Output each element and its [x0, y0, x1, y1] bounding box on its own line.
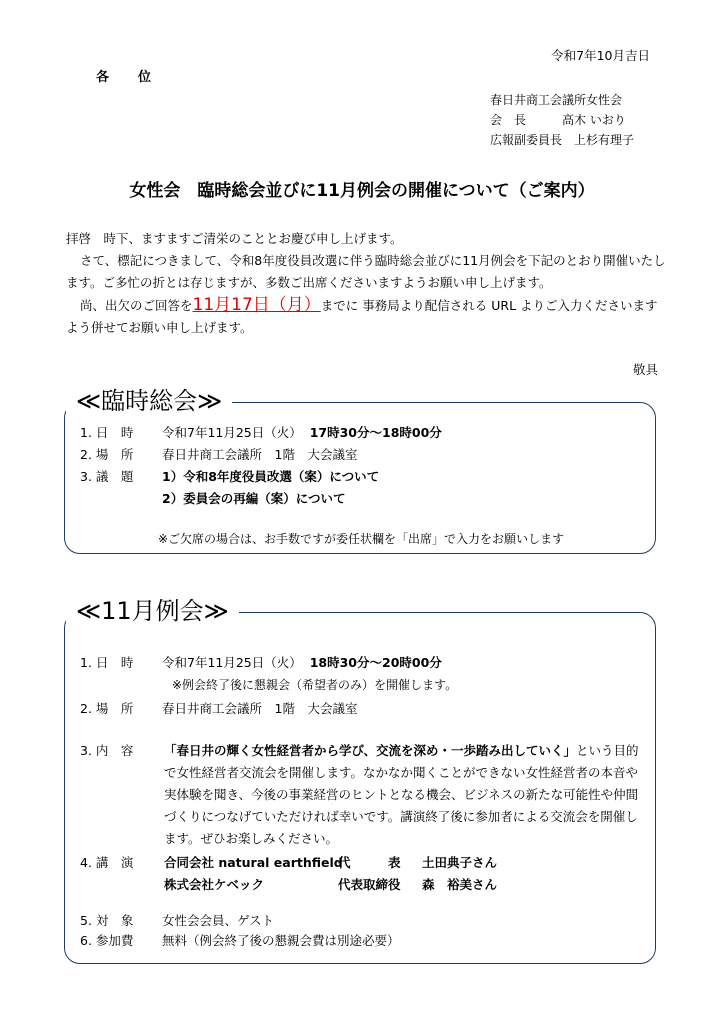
- issue-date: 令和7年10月吉日: [551, 48, 650, 63]
- p2-after: までに 事務局より配信される URL よりご入力くださいますよう併せてお願い申し上げます。: [66, 298, 658, 335]
- meeting-date: 令和7年11月25日（火）: [162, 425, 302, 440]
- regular-date: 令和7年11月25日（火）: [162, 655, 302, 670]
- regular-place-row: [80, 698, 357, 720]
- regular-place-label: 2. 場 所: [80, 701, 134, 716]
- speaker-2-name: 森 裕美さん: [422, 877, 498, 892]
- speaker-1-role: 代 表: [338, 855, 401, 870]
- regular-place: 春日井商工会議所 1階 大会議室: [162, 701, 358, 716]
- meeting-title: ≪臨時総会≫: [66, 386, 232, 416]
- sender-block: [490, 90, 634, 150]
- greeting: 拝啓 時下、ますますご清栄のこととお慶び申し上げます。: [66, 231, 403, 246]
- meeting-time: 17時30分～18時00分: [309, 425, 442, 440]
- regular-date-note: ※例会終了後に懇親会（希望者のみ）を開催します。: [172, 678, 458, 692]
- regular-target-label: 5. 対 象: [80, 913, 134, 928]
- paragraph-1: さて、標記につきまして、令和8年度役員改選に伴う臨時総会並びに11月例会を下記のとおり開催いたします。ご多忙の折とは存じますが、多数ご出席くださいますようお願い申し上げます。: [66, 253, 666, 290]
- regular-fee-label: 6. 参加費: [80, 933, 134, 948]
- meeting-agenda-label: 3. 議 題: [80, 469, 134, 484]
- regular-date-row: [80, 652, 442, 674]
- sender-org: 春日井商工会議所女性会: [490, 93, 623, 107]
- paragraph-2: [66, 294, 666, 339]
- regular-speaker-label: 4. 講 演: [80, 855, 134, 870]
- regular-date-label: 1. 日 時: [80, 655, 134, 670]
- speaker-1-company: 合同会社 natural earthfield: [164, 855, 343, 870]
- regular-content-label: 3. 内 容: [80, 743, 134, 758]
- meeting-place: 春日井商工会議所 1階 大会議室: [162, 447, 358, 462]
- meeting-agenda-row-2: [162, 488, 345, 510]
- meeting-place-label: 2. 場 所: [80, 447, 134, 462]
- letter-body: [66, 228, 666, 339]
- content-lead: 「春日井の輝く女性経営者から学び、交流を深め・一歩踏み出していく」: [164, 743, 577, 758]
- meeting-date-row: [80, 422, 442, 444]
- proxy-note: ※ご欠席の場合は、お手数ですが委任状欄を「出席」で入力をお願いします: [157, 532, 565, 546]
- document-title: 女性会 臨時総会並びに11月例会の開催について（ご案内）: [129, 181, 595, 201]
- speaker-2-company: 株式会社ケベック: [164, 877, 265, 892]
- regular-fee-row: [80, 930, 400, 952]
- regular-target-row: [80, 910, 274, 932]
- regular-content: [164, 740, 640, 850]
- p2-before: 尚、出欠のご回答を: [80, 298, 193, 313]
- sender-pr: 広報副委員長 上杉有理子: [490, 133, 635, 147]
- regular-title: ≪11月例会≫: [66, 596, 239, 626]
- reply-deadline: 11月17日（月）: [192, 295, 321, 315]
- meeting-date-label: 1. 日 時: [80, 425, 134, 440]
- agenda-item-2: 2）委員会の再編（案）について: [162, 491, 346, 506]
- agenda-item-1: 1）令和8年度役員改選（案）について: [162, 469, 380, 484]
- closing: 敬具: [632, 362, 658, 377]
- regular-target: 女性会会員、ゲスト: [162, 913, 275, 928]
- speaker-2-role: 代表取締役: [338, 877, 401, 892]
- sender-chair: 会 長 高木 いおり: [490, 113, 626, 127]
- regular-fee: 無料（例会終了後の懇親会費は別途必要）: [162, 933, 400, 948]
- meeting-agenda-row: [80, 466, 379, 488]
- regular-time: 18時30分～20時00分: [309, 655, 442, 670]
- addressee: 各 位: [96, 70, 153, 85]
- meeting-place-row: [80, 444, 357, 466]
- content-rest: という目的で女性経営者交流会を開催します。なかなか聞くことができない女性経営者の本音や実体験を聞き、今後の事業経営のヒントとなる機会、ビジネスの新たな可能性や仲間づくりにつなげていただければ幸いです。講演終了後に参加者による交流会を開催します。ぜひお楽しみください。: [164, 743, 639, 846]
- speaker-1-name: 土田典子さん: [422, 855, 498, 870]
